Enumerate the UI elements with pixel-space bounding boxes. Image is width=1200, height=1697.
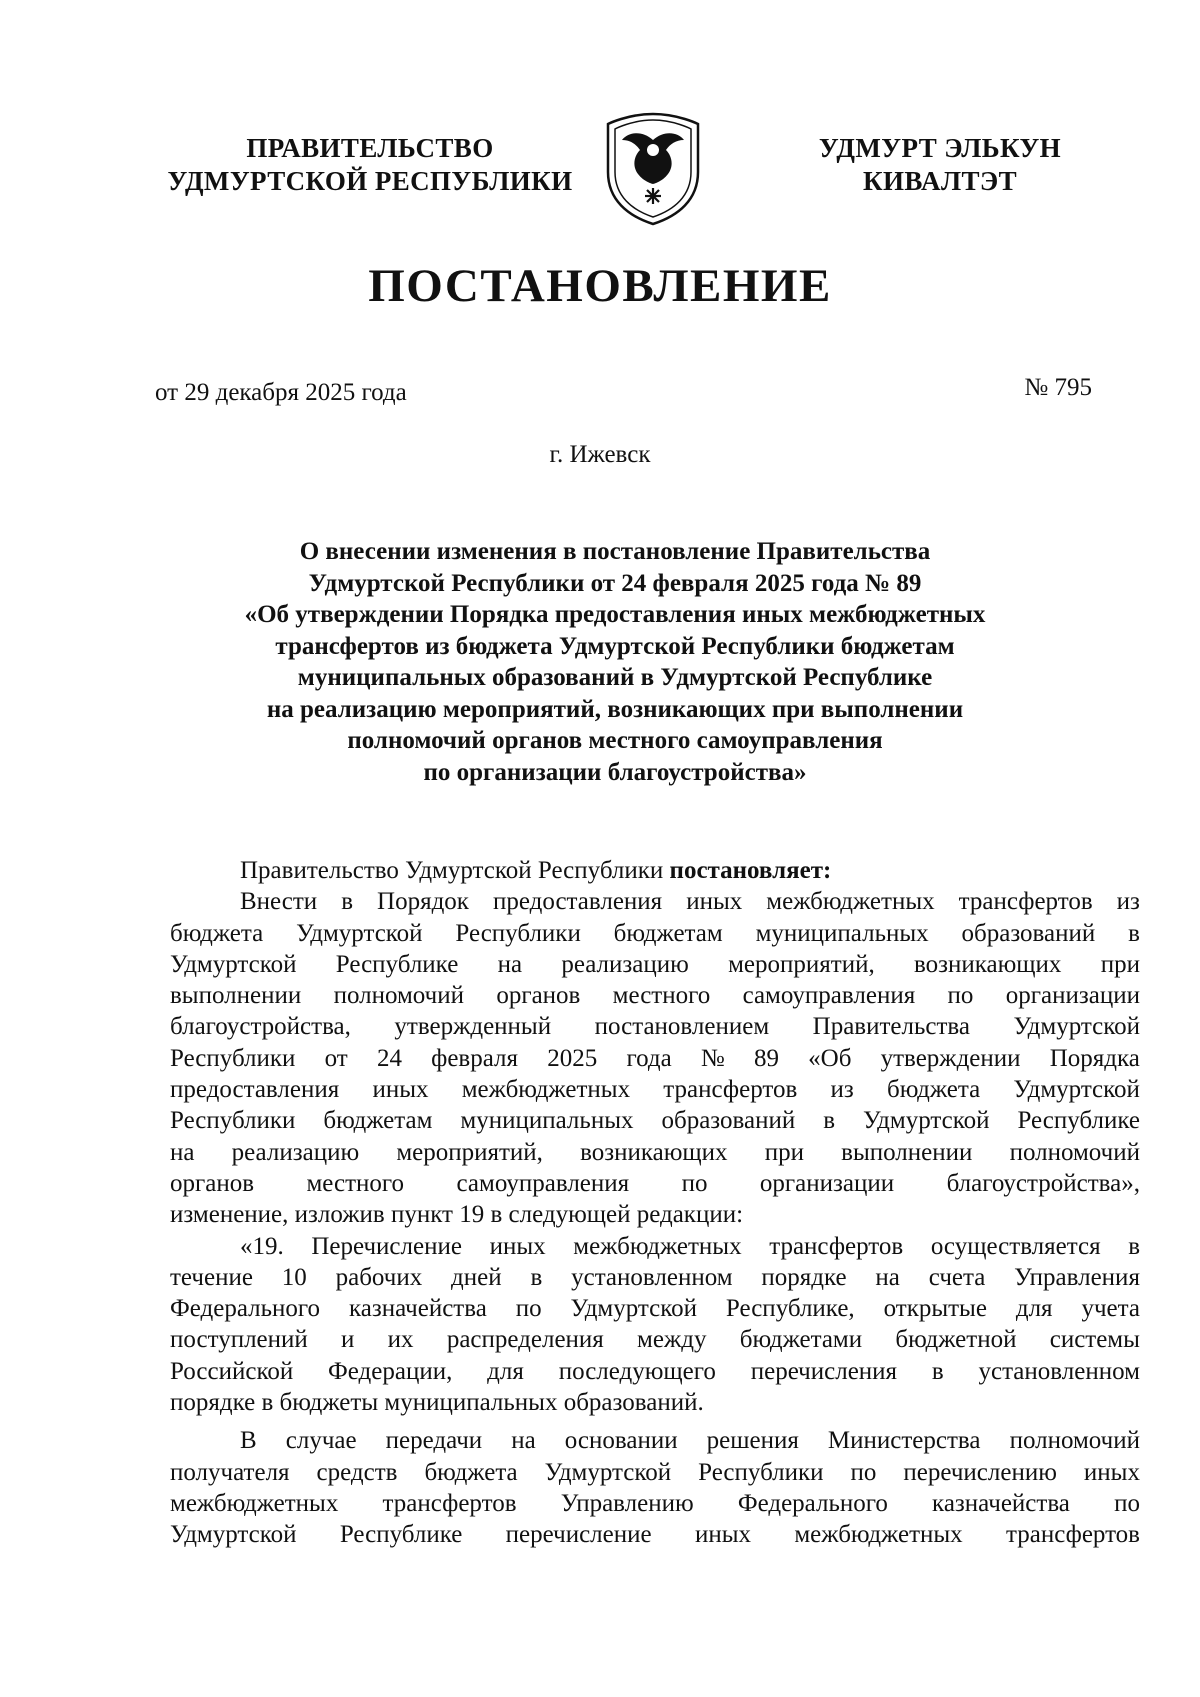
word: Федерации,	[328, 1357, 453, 1385]
word: иных	[686, 888, 743, 916]
word: самоуправления	[742, 982, 916, 1010]
word: Федерального	[737, 1489, 888, 1517]
para1-line	[170, 918, 1140, 949]
word: из	[1116, 888, 1140, 916]
word: постановлением	[594, 1013, 770, 1041]
word: случае	[285, 1427, 357, 1455]
para1-line	[170, 1105, 1140, 1136]
para2-line	[170, 1293, 1140, 1324]
word: бюджетам	[323, 1107, 433, 1135]
word: порядке	[761, 1263, 847, 1291]
word: передачи	[385, 1427, 483, 1455]
word: перечисление	[505, 1521, 652, 1549]
word: благоустройства»,	[946, 1169, 1140, 1197]
word: выполнении	[841, 1138, 973, 1166]
word: в	[931, 1357, 944, 1385]
para3-line	[170, 1488, 1140, 1519]
word: утвержденный	[394, 1013, 552, 1041]
word: Федерального	[170, 1295, 321, 1323]
word: средств	[316, 1458, 398, 1486]
word: выполнении	[170, 982, 302, 1010]
document-body	[170, 855, 1140, 1551]
word: реализацию	[561, 950, 689, 978]
word: для	[487, 1357, 524, 1385]
para2-line-last: порядке в бюджеты муниципальных образований.	[170, 1389, 704, 1417]
word: предоставления	[170, 1076, 340, 1104]
para1-line	[170, 1168, 1140, 1199]
word: в	[1128, 919, 1140, 947]
word: реализацию	[231, 1138, 360, 1166]
header-org-russian-line: ПРАВИТЕЛЬСТВО	[246, 133, 494, 163]
para1-line	[170, 886, 1140, 917]
word: трансфертов	[958, 888, 1093, 916]
word: на	[497, 950, 523, 978]
para1-line	[170, 1074, 1140, 1105]
word: по	[1114, 1489, 1140, 1517]
para1-line	[170, 980, 1140, 1011]
word: течение	[170, 1263, 253, 1291]
word: муниципальных	[755, 919, 929, 947]
word: полномочий	[333, 982, 464, 1010]
word: В	[240, 1427, 257, 1455]
word: Удмуртской	[170, 950, 297, 978]
word: мероприятий,	[396, 1138, 543, 1166]
word: органов	[170, 1169, 255, 1197]
udmurt-coat-of-arms-icon	[598, 110, 708, 228]
word: иных	[694, 1521, 751, 1549]
word: Удмуртской	[1013, 1076, 1140, 1104]
word: Республике	[1017, 1107, 1140, 1135]
word: последующего	[558, 1357, 716, 1385]
word: по	[515, 1295, 542, 1323]
word: Перечисление	[311, 1232, 462, 1260]
word: бюджета	[424, 1458, 518, 1486]
word: от	[324, 1044, 348, 1072]
word: иных	[1083, 1458, 1140, 1486]
word: при	[764, 1138, 804, 1166]
word: казначейства	[348, 1295, 487, 1323]
header-org-udmurt	[795, 132, 1085, 198]
title-line: полномочий органов местного самоуправления	[347, 727, 883, 754]
document-date: от 29 декабря 2025 года	[155, 379, 407, 406]
word: организации	[1005, 982, 1140, 1010]
para3-line	[170, 1519, 1140, 1550]
word: бюджета	[886, 1076, 981, 1104]
word: распределения	[446, 1326, 604, 1354]
word: на	[875, 1263, 900, 1291]
word: Удмуртской	[544, 1458, 672, 1486]
word: системы	[1049, 1326, 1140, 1354]
word: трансфертов	[382, 1489, 517, 1517]
word: Республики	[455, 919, 581, 947]
word: для	[1015, 1295, 1053, 1323]
para1-line	[170, 1011, 1140, 1042]
word: предоставления	[492, 888, 663, 916]
word: Республики	[170, 1044, 296, 1072]
word: №	[700, 1044, 725, 1072]
word: межбюджетных	[794, 1521, 963, 1549]
word: 24	[376, 1044, 402, 1072]
word: Республики	[170, 1107, 296, 1135]
word: учета	[1081, 1295, 1140, 1323]
word: казначейства	[932, 1489, 1070, 1517]
word: возникающих	[580, 1138, 728, 1166]
header-org-udmurt-line: КИВАЛТЭТ	[862, 166, 1018, 196]
word: Республике	[339, 1521, 463, 1549]
word: межбюджетных	[766, 888, 935, 916]
word: межбюджетных	[461, 1076, 631, 1104]
word: утверждении	[880, 1044, 1021, 1072]
word: Российской	[170, 1357, 294, 1385]
word: самоуправления	[456, 1169, 630, 1197]
word: бюджетной	[895, 1326, 1017, 1354]
title-line: трансфертов из бюджета Удмуртской Республики бюджетам	[275, 632, 955, 660]
para2-line	[170, 1262, 1140, 1293]
word: образований	[661, 1107, 796, 1135]
document-city: г. Ижевск	[549, 441, 651, 468]
document-title	[155, 536, 1075, 788]
word: на	[170, 1138, 195, 1166]
word: Министерства	[827, 1427, 981, 1455]
intro-paragraph	[170, 855, 1140, 886]
intro-verb: постановляет:	[669, 857, 832, 884]
header-org-udmurt-line: УДМУРТ ЭЛЬКУН	[818, 133, 1062, 163]
word: организации	[759, 1169, 895, 1197]
word: в	[530, 1263, 543, 1291]
word: Удмуртской	[296, 919, 423, 947]
para3-line	[170, 1425, 1140, 1456]
para2-line	[170, 1356, 1140, 1387]
word: 89	[753, 1044, 779, 1072]
word: счета	[928, 1263, 986, 1291]
word: органов	[496, 982, 581, 1010]
word: решения	[706, 1427, 799, 1455]
word: местного	[612, 982, 711, 1010]
word: муниципальных	[460, 1107, 634, 1135]
word: по	[681, 1169, 708, 1197]
header-org-russian-line: УДМУРТСКОЙ РЕСПУБЛИКИ	[167, 166, 573, 196]
para2-line	[170, 1324, 1140, 1355]
word: Управления	[1014, 1263, 1140, 1291]
word: Республике	[335, 950, 459, 978]
word: Внести	[240, 888, 318, 916]
word: трансфертов	[1006, 1521, 1140, 1549]
word: из	[830, 1076, 854, 1104]
word: в	[823, 1107, 836, 1135]
word: «19.	[240, 1232, 284, 1260]
word: в	[1128, 1232, 1140, 1260]
word: по	[947, 982, 974, 1010]
word: в	[341, 888, 354, 916]
word: трансфертов	[769, 1232, 904, 1260]
word: по	[850, 1458, 877, 1486]
word: рабочих	[335, 1263, 423, 1291]
word: бюджета	[170, 919, 264, 947]
title-line: по организации благоустройства»	[423, 758, 807, 786]
word: 10	[281, 1263, 307, 1291]
word: иных	[372, 1076, 429, 1104]
word: иных	[489, 1232, 546, 1260]
title-line: муниципальных образований в Удмуртской Республике	[297, 664, 933, 691]
word: мероприятий,	[728, 950, 875, 978]
word: открытые	[883, 1295, 987, 1323]
word: Республики	[698, 1458, 824, 1486]
word: Удмуртской	[570, 1295, 698, 1323]
word: благоустройства,	[170, 1013, 351, 1041]
word: установленном	[571, 1263, 733, 1291]
word: трансфертов	[663, 1076, 798, 1104]
word: получателя	[170, 1458, 290, 1486]
word: полномочий	[1009, 1138, 1140, 1166]
word: бюджетами	[739, 1326, 863, 1354]
word: бюджетам	[613, 919, 723, 947]
word: дней	[451, 1263, 502, 1291]
para1-line	[170, 949, 1140, 980]
word: их	[387, 1326, 414, 1354]
title-line: Удмуртской Республики от 24 февраля 2025 года № 89	[308, 569, 922, 597]
para1-line	[170, 1137, 1140, 1168]
word: Правительства	[812, 1013, 970, 1041]
word: осуществляется	[930, 1232, 1101, 1260]
word: Удмуртской	[862, 1107, 990, 1135]
para3-line	[170, 1457, 1140, 1488]
word: установленном	[978, 1357, 1140, 1385]
word: Порядок	[377, 888, 469, 916]
word: «Об	[808, 1044, 852, 1072]
word: межбюджетных	[170, 1489, 339, 1517]
title-line: на реализацию мероприятий, возникающих при выполнении	[266, 695, 964, 723]
word: возникающих	[914, 950, 1062, 978]
word: Удмуртской	[170, 1521, 297, 1549]
word: года	[626, 1044, 672, 1072]
word: при	[1100, 950, 1140, 978]
para1-line	[170, 1043, 1140, 1074]
word: на	[511, 1427, 536, 1455]
word: февраля	[431, 1044, 519, 1072]
title-line: О внесении изменения в постановление Правительства	[299, 538, 931, 565]
word: 2025	[547, 1044, 598, 1072]
word: Порядка	[1049, 1044, 1140, 1072]
word: перечислению	[903, 1458, 1057, 1486]
word: полномочий	[1009, 1427, 1140, 1455]
intro-text: Правительство Удмуртской Республики	[240, 857, 670, 884]
word: перечисления	[750, 1357, 898, 1385]
word: образований	[961, 919, 1096, 947]
word: поступлений	[170, 1326, 308, 1354]
title-line: «Об утверждении Порядка предоставления иных межбюджетных	[244, 601, 986, 628]
word: местного	[306, 1169, 405, 1197]
document-type-heading: ПОСТАНОВЛЕНИЕ	[368, 260, 832, 312]
word: между	[637, 1326, 707, 1354]
word: Республике,	[725, 1295, 855, 1323]
para2-line	[170, 1231, 1140, 1262]
word: основании	[564, 1427, 678, 1455]
word: межбюджетных	[573, 1232, 742, 1260]
document-number: № 795	[1024, 374, 1092, 401]
word: Управлению	[560, 1489, 694, 1517]
word: Удмуртской	[1013, 1013, 1140, 1041]
para1-line-last: изменение, изложив пункт 19 в следующей редакции:	[170, 1201, 744, 1229]
header-org-russian	[150, 132, 590, 198]
word: и	[341, 1326, 355, 1354]
